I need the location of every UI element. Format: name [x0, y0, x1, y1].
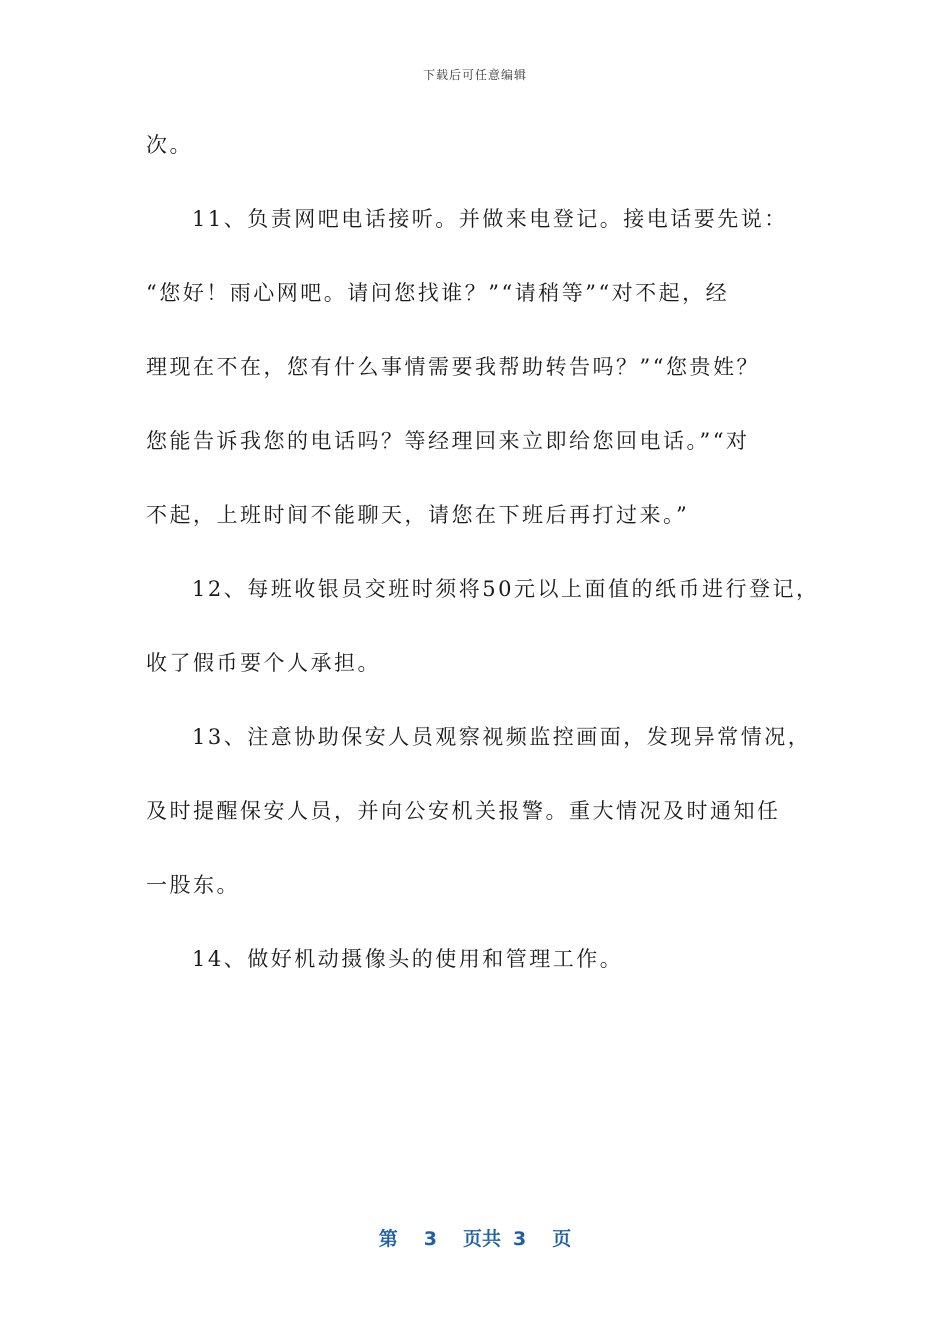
page-footer: [0, 1224, 950, 1251]
total-pages-number: 3: [513, 1228, 527, 1250]
page-number-prefix: 第: [378, 1228, 398, 1250]
current-page-number: 3: [423, 1228, 437, 1250]
text-line: 不起，上班时间不能聊天，请您在下班后再打过来。”: [146, 503, 690, 527]
text-line: 理现在不在，您有什么事情需要我帮助转告吗？”“您贵姓？: [146, 355, 760, 379]
page-number-mid: 页共: [462, 1228, 501, 1250]
document-body: [146, 127, 820, 1015]
text-line: “您好！雨心网吧。请问您找谁？”“请稍等”“对不起，经: [146, 281, 730, 305]
paragraph-12-start: 12、每班收银员交班时须将50元以上面值的纸币进行登记，: [192, 577, 820, 601]
paragraph-14-start: 14、做好机动摄像头的使用和管理工作。: [192, 947, 624, 971]
text-line: 一股东。: [146, 873, 240, 897]
page-header: 下载后可任意编辑: [422, 68, 527, 82]
text-line: 收了假币要个人承担。: [146, 651, 381, 675]
text-line: 次。: [146, 133, 193, 157]
text-line: 您能告诉我您的电话吗？等经理回来立即给您回电话。”“对: [146, 429, 750, 453]
paragraph-13-start: 13、注意协助保安人员观察视频监控画面，发现异常情况，: [192, 725, 812, 749]
text-line: 及时提醒保安人员，并向公安机关报警。重大情况及时通知任: [146, 799, 781, 823]
paragraph-11-start: 11、负责网吧电话接听。并做来电登记。接电话要先说：: [192, 207, 788, 231]
page-number-suffix: 页: [552, 1228, 572, 1250]
